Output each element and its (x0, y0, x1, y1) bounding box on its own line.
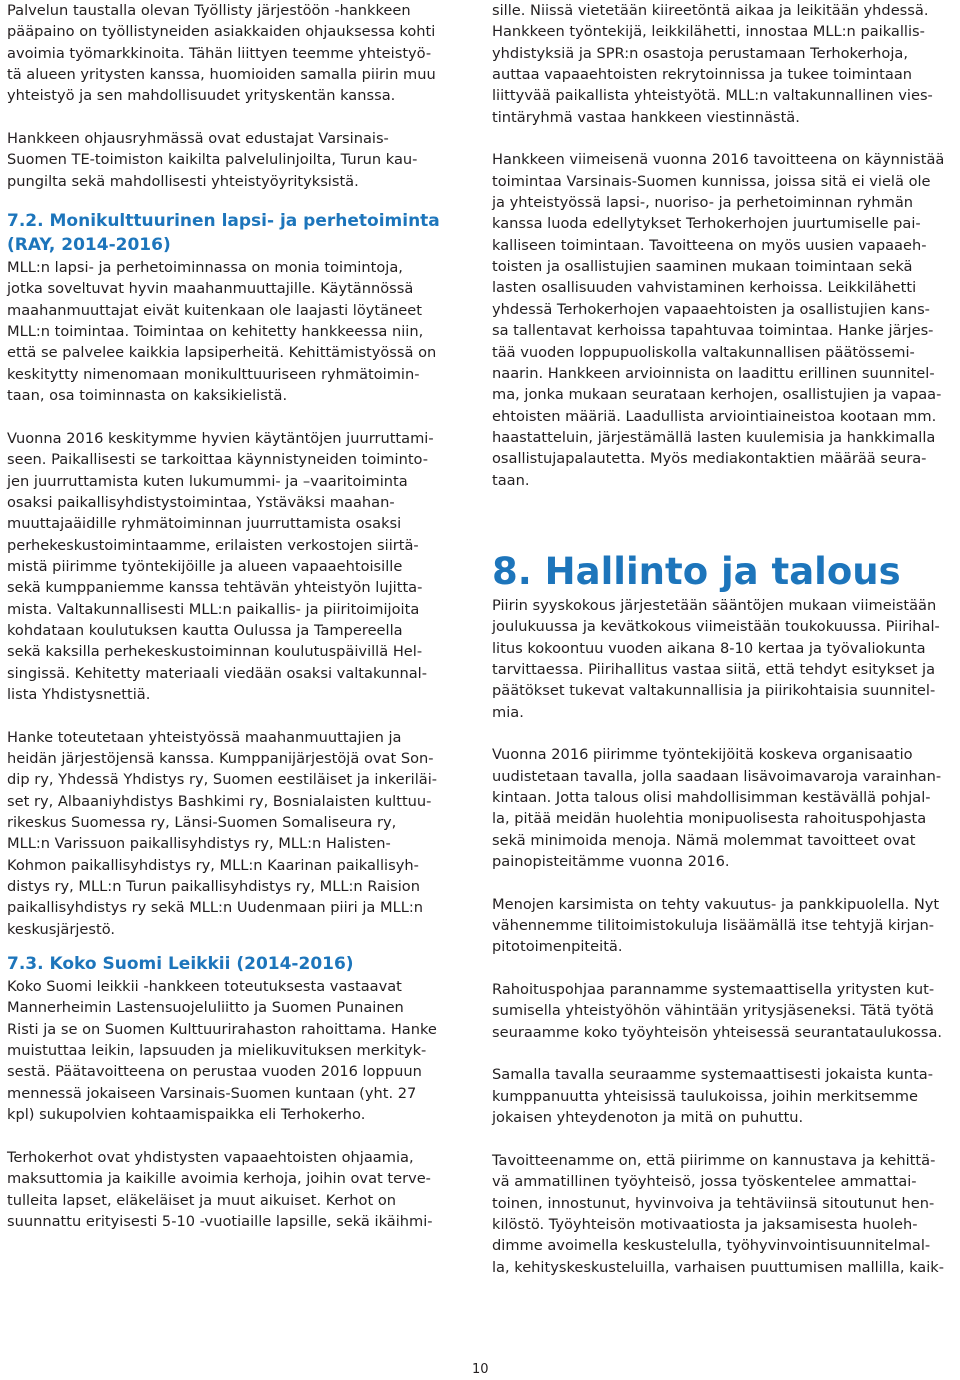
text-line: Vuonna 2016 keskitymme hyvien käytäntöjen juurruttami- (7, 429, 434, 447)
text-line: MLL:n lapsi- ja perhetoiminnassa on monia toimintoja, (7, 259, 403, 277)
page-number: 10 (472, 1362, 489, 1377)
text-line: mia. (492, 703, 524, 721)
text-line: suunnattu erityisesti 5-10 -vuotiaille lapsille, sekä ikäihmi- (7, 1212, 433, 1230)
text-line: Terhokerhot ovat yhdistysten vapaaehtoisten ohjaamia, (7, 1148, 414, 1166)
text-line: toisten ja osallistujien saaminen mukaan toimintaan sekä (492, 258, 913, 276)
text-line: pungilta sekä mahdollisesti yhteistyöyrityksistä. (7, 172, 359, 190)
text-line: naarin. Hankkeen arvioinnista on laadittu erillinen suunnitel- (492, 364, 935, 382)
text-line: sekä kaksilla perhekeskustoiminnan koulutuspäivillä Hel- (7, 643, 423, 661)
text-line: ja yhteistyössä lapsi-, nuoriso- ja perhetoiminnan ryhmän (492, 194, 914, 212)
text-line: taan. (492, 471, 530, 489)
text-line: sestä. Päätavoitteena on perustaa vuoden 2016 loppuun (7, 1063, 422, 1081)
text-line: sekä kumppaniemme kanssa tehtävän yhteistyön lujitta- (7, 579, 423, 597)
section-8-paragraph-3 (492, 894, 956, 958)
text-line: Suomen TE-toimiston kaikilta palvelulinjoilta, Turun kau- (7, 151, 418, 169)
text-line: keskitytty nimenomaan monikulttuuriseen ryhmätoimin- (7, 365, 420, 383)
text-line: Tavoitteenamme on, että piirimme on kannustava ja kehittä- (492, 1151, 936, 1169)
text-line: yhdistyksiä ja SPR:n osastoja perustamaan Terhokerhoja, (492, 44, 908, 62)
text-line: Palvelun taustalla olevan Työllisty järjestöön -hankkeen (7, 2, 411, 19)
text-line: yhteistyö ja sen mahdollisuudet yrityskentän kanssa. (7, 87, 396, 105)
text-line: vähennemme tilitoimistokuluja lisäämällä itse tehtyjä kirjan- (492, 917, 935, 935)
text-line: MLL:n toimintaa. Toimintaa on kehitetty hankkeessa niin, (7, 323, 424, 341)
text-line: Risti ja se on Suomen Kulttuurirahaston rahoittama. Hanke (7, 1020, 437, 1038)
section-8-paragraph-5 (492, 1064, 956, 1128)
text-line: tulleita lapset, eläkeläiset ja muut aikuiset. Kerhot on (7, 1191, 397, 1209)
section-7-2-paragraph-3 (7, 727, 454, 940)
text-line: Mannerheimin Lastensuojeluliitto ja Suomen Punainen (7, 999, 404, 1017)
section-8-paragraph-2 (492, 744, 956, 872)
text-line: maahanmuuttajat eivät kuitenkaan ole laajasti löytäneet (7, 301, 422, 319)
text-line: osallistujapalautetta. Myös mediakontaktien määrää seura- (492, 450, 927, 468)
text-line: Rahoituspohjaa parannamme systemaattisella yritysten kut- (492, 981, 935, 999)
text-line: muistuttaa leikin, lapsuuden ja mielikuvituksen merkityk- (7, 1042, 427, 1060)
text-line: perhekeskustoimintaamme, erilaisten verkostojen siirtä- (7, 536, 419, 554)
text-line: päätökset tukevat valtakunnallisia ja piirikohtaisia suunnitel- (492, 682, 936, 700)
text-line: vä ammatillinen työyhteisö, jossa työskentelee ammattai- (492, 1173, 917, 1191)
text-line: kilöstö. Työyhteisön motivaatiosta ja jaksamisesta huoleh- (492, 1215, 918, 1233)
text-line: paikallisyhdistys ry sekä MLL:n Uudenmaan piiri ja MLL:n (7, 899, 424, 917)
text-line: Koko Suomi leikkii -hankkeen toteutuksesta vastaavat (7, 978, 402, 996)
section-8-paragraph-1 (492, 595, 956, 723)
text-line: la, kehityskeskusteluilla, varhaisen puuttumisen mallilla, kaik- (492, 1258, 945, 1276)
text-line: dip ry, Yhdessä Yhdistys ry, Suomen eestiläiset ja inkeriläi- (7, 771, 438, 789)
text-line: kohdataan koulutuksen kautta Oulussa ja Tampereella (7, 621, 403, 639)
section-7-2-paragraph-2 (7, 428, 454, 705)
text-line: että se palvelee kaikkia lapsiperheitä. Kehittämistyössä on (7, 344, 437, 362)
text-line: sa tallentavat kerhoissa tapahtuvaa toimintaa. Hanke järjes- (492, 322, 934, 340)
text-line: lista Yhdistysnettiä. (7, 685, 151, 703)
text-line: seuraamme koko työyhteisön yhteisessä seurantataulukossa. (492, 1023, 943, 1041)
text-line: tää vuoden loppupuoliskolla valtakunnallisen päätössemi- (492, 343, 915, 361)
intro-paragraph (7, 0, 454, 107)
text-line: distys ry, MLL:n Turun paikallisyhdistys ry, MLL:n Raision (7, 878, 420, 896)
project-goals-paragraph (492, 149, 956, 491)
text-line: set ry, Albaaniyhdistys Bashkimi ry, Bosnialaisten kulttuu- (7, 792, 432, 810)
text-line: pitotoimenpiteitä. (492, 938, 623, 956)
text-line: dimme avoimella keskustelulla, työhyvinvointisuunnitelmal- (492, 1237, 931, 1255)
text-line: Vuonna 2016 piirimme työntekijöitä koskeva organisaatio (492, 746, 913, 764)
text-line: kpl) sukupolvien kohtaamispaikka eli Terhokerho. (7, 1106, 366, 1124)
continued-paragraph (492, 0, 956, 128)
right-column (492, 0, 956, 1278)
text-line: mista. Valtakunnallisesti MLL:n paikallis- ja piiritoimijoita (7, 600, 420, 618)
text-line: Piirin syyskokous järjestetään sääntöjen mukaan viimeistään (492, 596, 937, 614)
text-line: Hanke toteutetaan yhteistyössä maahanmuuttajien ja (7, 728, 402, 746)
text-line: Hankkeen ohjausryhmässä ovat edustajat Varsinais- (7, 130, 389, 148)
text-line: avoimia työmarkkinoita. Tähän liittyen teemme yhteistyö- (7, 44, 432, 62)
text-line: auttaa vapaaehtoisten rekrytoinnissa ja tukee toimintaan (492, 66, 913, 84)
text-line: uudistetaan tavalla, jolla saadaan lisävoimavaroja varainhan- (492, 767, 942, 785)
text-line: tarvittaessa. Piirihallitus vastaa siitä, että tehdyt esitykset ja (492, 660, 936, 678)
text-line: kalliseen toimintaan. Tavoitteena on myös uusien vapaaeh- (492, 236, 927, 254)
text-line: 7.2. Monikulttuurinen lapsi- ja perhetoiminta (7, 211, 440, 232)
left-column (7, 0, 454, 1232)
text-line: lasten osallisuuden vahvistaminen kerhoissa. Leikkilähetti (492, 279, 917, 297)
text-line: tintäryhmä vastaa hankkeen viestinnästä. (492, 108, 800, 126)
text-line: Hankkeen työntekijä, leikkilähetti, innostaa MLL:n paikallis- (492, 23, 925, 41)
text-line: toinen, innostunut, hyvinvoiva ja tehtäviinsä sitoutunut hen- (492, 1194, 935, 1212)
text-line: la, pitää meidän huolehtia monipuolisesta rahoituspohjasta (492, 810, 927, 828)
text-line: pääpaino on työllistyneiden asiakkaiden ohjauksessa kohti (7, 23, 436, 41)
text-line: Menojen karsimista on tehty vakuutus- ja pankkipuolella. Nyt (492, 895, 940, 913)
text-line: (RAY, 2014-2016) (7, 235, 171, 256)
section-7-3-paragraph-2 (7, 1147, 454, 1232)
text-line: painopisteitämme vuonna 2016. (492, 853, 730, 871)
section-7-2-paragraph-1 (7, 257, 454, 406)
text-line: sille. Niissä vietetään kiireetöntä aikaa ja leikitään yhdessä. (492, 2, 929, 19)
text-line: seen. Paikallisesti se tarkoittaa käynnistyneiden toiminto- (7, 451, 429, 469)
section-7-3-heading (7, 952, 454, 976)
text-line: tä alueen yritysten kanssa, huomioiden samalla piirin muu (7, 66, 436, 84)
steering-group-paragraph (7, 128, 454, 192)
text-line: Kohmon paikallisyhdistys ry, MLL:n Kaarinan paikallisyh- (7, 856, 419, 874)
text-line: jokaisen yhteydenoton ja mitä on puhuttu. (492, 1109, 804, 1127)
text-line: kumppanuutta yhteisissä taulukoissa, joihin merkitsemme (492, 1087, 919, 1105)
text-line: sumisella yhteistyöhön vähintään yritysjäseneksi. Tätä työtä (492, 1002, 934, 1020)
text-line: ehtoisten määriä. Laadullista arviointiaineistoa kootaan mm. (492, 407, 937, 425)
text-line: Hankkeen viimeisenä vuonna 2016 tavoitteena on käynnistää (492, 151, 945, 169)
text-line: mistä piirimme työntekijöille ja alueen vapaaehtoisille (7, 557, 403, 575)
text-line: sekä minimoida menoja. Nämä molemmat tavoitteet ovat (492, 831, 916, 849)
text-line: mennessä jokaiseen Varsinais-Suomen kuntaan (yht. 27 (7, 1084, 417, 1102)
text-line: osaksi paikallisyhdistystoimintaa, Ystäväksi maahan- (7, 493, 395, 511)
text-line: jen juurruttamista kuten lukumummi- ja –vaaritoiminta (7, 472, 408, 490)
text-line: rikeskus Suomessa ry, Länsi-Suomen Somaliseura ry, (7, 814, 397, 832)
text-line: singissä. Kehitetty materiaali viedään osaksi valtakunnal- (7, 664, 427, 682)
section-7-3-paragraph-1 (7, 976, 454, 1125)
text-line: heidän järjestöjensä kanssa. Kumppanijärjestöjä ovat Son- (7, 750, 434, 767)
section-7-2-heading (7, 209, 454, 257)
text-line: liittyvää paikallista yhteistyötä. MLL:n valtakunnallinen vies- (492, 87, 933, 105)
text-line: muuttajaäidille ryhmätoiminnan juurruttamista osaksi (7, 515, 402, 533)
text-line: ma, jonka mukaan seurataan kerhojen, osallistujien ja vapaa- (492, 386, 942, 404)
section-8-paragraph-6 (492, 1150, 956, 1278)
section-8-heading: 8. Hallinto ja talous (492, 549, 901, 593)
text-line: Samalla tavalla seuraamme systemaattisesti jokaista kunta- (492, 1066, 934, 1084)
text-line: joulukuussa ja kevätkokous viimeistään toukokuussa. Piirihal- (492, 618, 940, 636)
text-line: 7.3. Koko Suomi Leikkii (2014-2016) (7, 954, 354, 975)
text-line: taan, osa toiminnasta on kaksikielistä. (7, 387, 288, 405)
text-line: MLL:n Varissuon paikallisyhdistys ry, MLL:n Halisten- (7, 835, 391, 853)
text-line: yhdessä Terhokerhojen vapaaehtoisten ja osallistujien kans- (492, 300, 930, 318)
text-line: maksuttomia ja kaikille avoimia kerhoja, joihin ovat terve- (7, 1170, 431, 1188)
text-line: kanssa luoda edellytykset Terhokerhojen juurtumiselle pai- (492, 215, 921, 233)
text-line: litus kokoontuu vuoden aikana 8-10 kertaa ja työvaliokunta (492, 639, 926, 657)
text-line: jotka soveltuvat hyvin maahanmuuttajille. Käytännössä (7, 280, 414, 298)
text-line: haastatteluin, järjestämällä lasten kuulemisia ja hankkimalla (492, 428, 936, 446)
text-line: kintaan. Jotta talous olisi mahdollisimman kestävällä pohjal- (492, 789, 931, 806)
text-line: keskusjärjestö. (7, 920, 116, 938)
section-8-paragraph-4 (492, 979, 956, 1043)
text-line: toimintaa Varsinais-Suomen kunnissa, joissa sitä ei vielä ole (492, 172, 931, 190)
